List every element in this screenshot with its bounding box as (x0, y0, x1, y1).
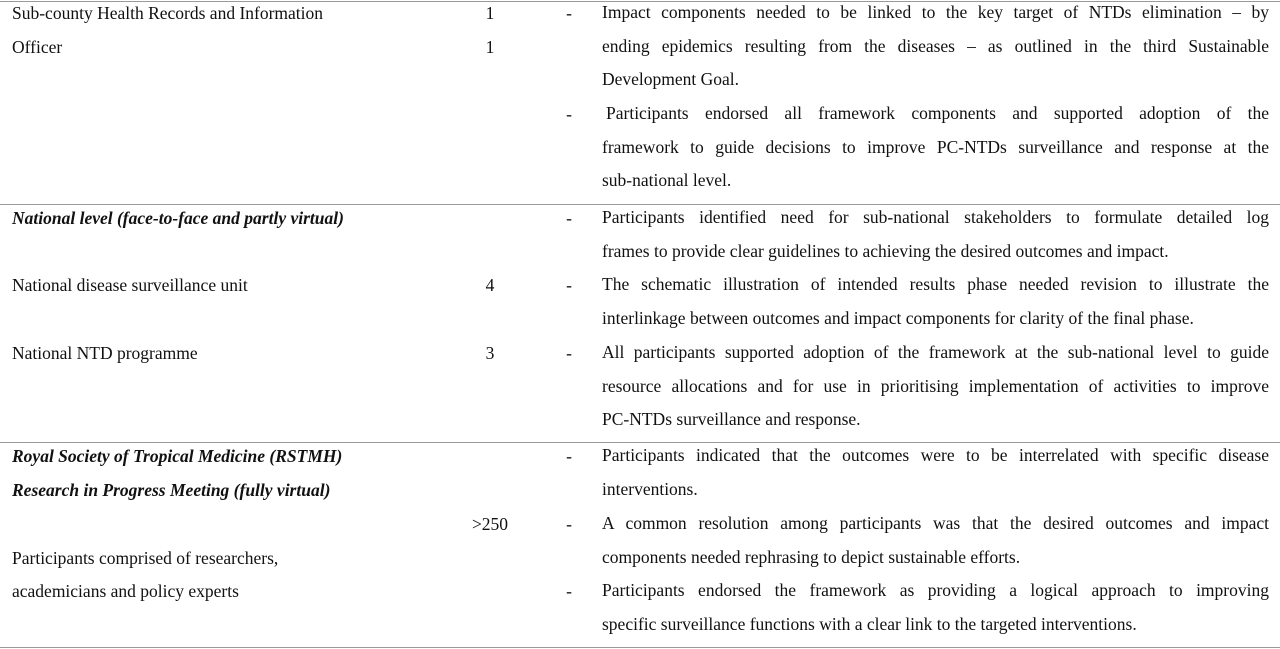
participant-count: 1 (485, 37, 495, 57)
stakeholder-label: Sub-county Health Records and Information (12, 3, 324, 23)
comment-paragraph: Participants endorsed all framework components and supported adoption of the framework to guide decisions to improve PC-NTDs surveillance and response at the sub-national level. (602, 103, 1269, 191)
comment-paragraph: Participants identified need for sub-national stakeholders to formulate detailed log frames to provide clear guidelines to achieving the desired outcomes and impact. (602, 207, 1269, 261)
stakeholder-label: Participants comprised of researchers, (12, 548, 279, 568)
participant-count: 3 (485, 343, 495, 363)
comment-paragraph: A common resolution among participants was that the desired outcomes and impact components needed rephrasing to depict sustainable efforts. (602, 513, 1269, 567)
comment-paragraph: Participants endorsed the framework as providing a logical approach to improving specific surveillance functions with a clear link to the targeted interventions. (602, 580, 1269, 634)
comment-paragraph: Participants indicated that the outcomes were to be interrelated with specific disease interventions. (602, 445, 1269, 499)
bullet-dash: - (566, 275, 572, 295)
bullet-dash: - (566, 581, 572, 601)
bullet-dash: - (566, 208, 572, 228)
stakeholder-label: National NTD programme (12, 343, 198, 363)
bullet-dash: - (566, 514, 572, 534)
comment-paragraph: Impact components needed to be linked to the key target of NTDs elimination – by ending epidemics resulting from the diseases – as outlined in the third Sustainable Development Goal. (602, 2, 1269, 90)
participant-count: 1 (485, 3, 495, 23)
bullet-dash: - (566, 104, 572, 124)
section-heading: Royal Society of Tropical Medicine (RSTMH) (12, 446, 343, 466)
participant-count: >250 (471, 514, 509, 534)
bullet-dash: - (566, 343, 572, 363)
stakeholder-label: Officer (12, 37, 63, 57)
bottom-rule (0, 647, 1280, 648)
section-heading: Research in Progress Meeting (fully virtual) (12, 480, 331, 500)
comment-paragraph: All participants supported adoption of the framework at the sub-national level to guide resource allocations and for use in prioritising implementation of activities to improve PC-NTDs surveillance and response. (602, 342, 1269, 430)
comment-paragraph: The schematic illustration of intended results phase needed revision to illustrate the interlinkage between outcomes and impact components for clarity of the final phase. (602, 274, 1269, 328)
participant-count: 4 (485, 275, 495, 295)
bullet-dash: - (566, 446, 572, 466)
bullet-dash: - (566, 3, 572, 23)
stakeholder-label: academicians and policy experts (12, 581, 239, 601)
section-heading: National level (face-to-face and partly virtual) (12, 208, 344, 228)
stakeholder-label: National disease surveillance unit (12, 275, 248, 295)
